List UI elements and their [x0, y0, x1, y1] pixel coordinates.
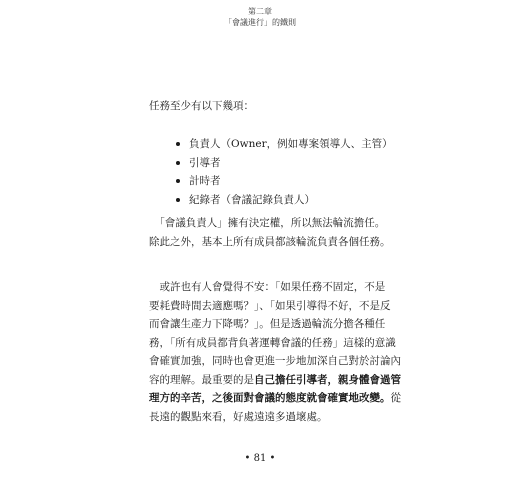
paragraph-line: 長遠的觀點來看，好處遠遠多過壞處。: [149, 410, 328, 423]
paragraph-line: 而會讓生產力下降嗎？」。但是透過輪流分擔各種任: [149, 318, 386, 330]
paragraph-line: 除此之外，基本上所有成員都該輪流負責各個任務。: [149, 235, 391, 248]
chapter-title: 「會議進行」的鐵則: [224, 18, 296, 27]
list-item: [160, 191, 393, 210]
list-item-label: 紀錄者（會議記錄負責人）: [189, 193, 315, 206]
chapter-label: 第二章: [248, 7, 272, 16]
list-item-label: 引導者: [189, 156, 221, 169]
paragraph-line: 會確實加強，同時也會更進一步地加深自己對於討論內: [149, 355, 401, 367]
bullet-icon: [176, 179, 180, 183]
bullet-icon: [176, 198, 180, 202]
emphasis-text: 自己擔任引導者，親身體會過管: [254, 373, 401, 386]
paragraph-line: 或許也有人會覺得不安：「如果任務不固定，不是: [149, 281, 386, 293]
list-item-label: 負責人（Owner，例如專案領導人、主管）: [189, 138, 393, 150]
list-item: [160, 154, 393, 173]
list-item: [160, 135, 393, 154]
list-item-label: 計時者: [189, 175, 221, 187]
paragraph-text: 從: [390, 392, 401, 404]
paragraph-line: [149, 371, 401, 390]
bullet-icon: [176, 142, 180, 146]
paragraph-line: [149, 389, 401, 408]
paragraph-line: 「會議負責人」擁有決定權，所以無法輪流擔任。: [149, 217, 386, 229]
page-number: • 81 •: [244, 453, 276, 464]
role-list: [160, 135, 393, 209]
paragraph-owner: [149, 214, 391, 251]
paragraph-line: 務，「所有成員都背負著運轉會議的任務」這樣的意識: [149, 336, 396, 349]
paragraph-rotation: [149, 278, 401, 426]
paragraph-text: 容的理解。最重要的是: [149, 373, 254, 386]
list-item: [160, 172, 393, 191]
intro-text: 任務至少有以下幾項：: [149, 100, 254, 112]
paragraph-line: 要耗費時間去適應嗎？」、「如果引導得不好，不是反: [149, 299, 391, 312]
running-header: [0, 6, 520, 28]
bullet-icon: [176, 161, 180, 165]
emphasis-text: 理方的辛苦，之後面對會議的態度就會確實地改變。: [149, 392, 391, 404]
